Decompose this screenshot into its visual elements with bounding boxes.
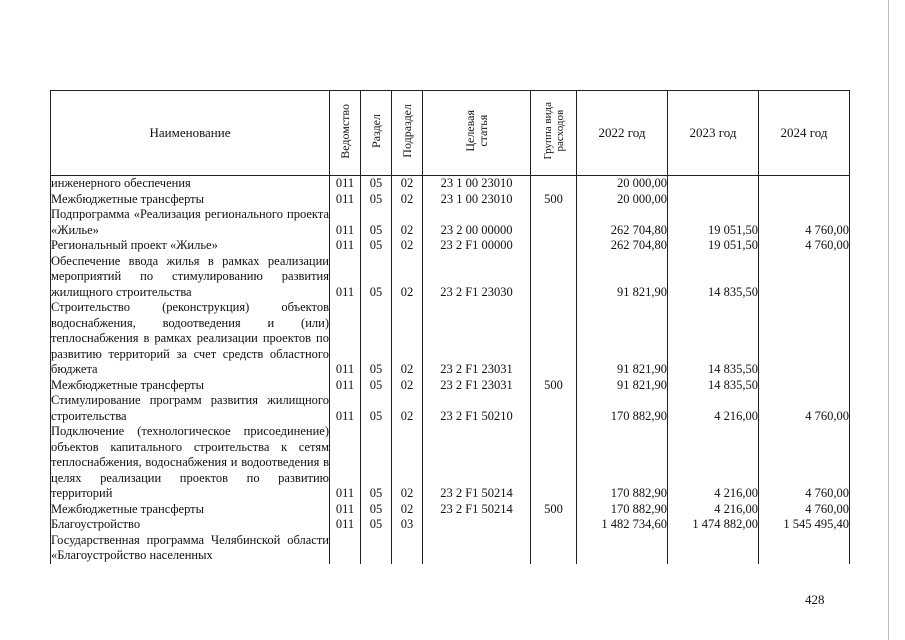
header-2022: 2022 год [577,91,668,176]
row-value-2023 [668,192,759,208]
row-value-2022: 170 882,90 [577,424,668,502]
scan-edge-line [888,0,889,640]
row-vedomstvo: 011 [330,192,361,208]
row-value-2024: 4 760,00 [759,238,850,254]
row-value-2024 [759,533,850,564]
header-vedomstvo: Ведомство [330,91,361,176]
row-target-article: 23 2 F1 23031 [423,300,531,378]
row-vedomstvo: 011 [330,254,361,301]
row-value-2023: 19 051,50 [668,238,759,254]
row-vedomstvo: 011 [330,378,361,394]
row-expense-group [531,176,577,192]
row-expense-group [531,424,577,502]
header-expense-group: Группа вида расходов [531,91,577,176]
row-podrazdel: 02 [392,238,423,254]
row-podrazdel [392,533,423,564]
row-value-2022: 170 882,90 [577,393,668,424]
page-number: 428 [805,592,825,607]
row-value-2024: 4 760,00 [759,207,850,238]
row-value-2023: 14 835,50 [668,378,759,394]
row-podrazdel: 02 [392,378,423,394]
table-row [51,300,850,378]
row-razdel: 05 [361,176,392,192]
row-name: Государственная программа Челябинской области «Благоустройство населенных [51,532,329,562]
row-value-2024 [759,192,850,208]
table-row [51,378,850,394]
row-target-article: 23 2 F1 50214 [423,502,531,518]
row-expense-group [531,254,577,301]
row-vedomstvo: 011 [330,502,361,518]
header-target-article: Целевая статья [423,91,531,176]
row-razdel: 05 [361,393,392,424]
row-razdel: 05 [361,424,392,502]
row-name: Благоустройство [51,517,330,533]
row-value-2022: 20 000,00 [577,176,668,192]
table-row [51,424,850,502]
row-value-2022: 262 704,80 [577,238,668,254]
table-row [51,207,850,238]
row-razdel: 05 [361,502,392,518]
row-target-article: 23 1 00 23010 [423,192,531,208]
row-target-article: 23 2 F1 50210 [423,393,531,424]
row-vedomstvo: 011 [330,207,361,238]
row-value-2023: 1 474 882,00 [668,517,759,533]
row-target-article [423,517,531,533]
row-name: Подключение (технологическое присоединение) объектов капитального строительства к сетям теплоснабжения, водоснабжения и водоотведения в целях реализации проектов по развитию территорий [51,424,329,500]
row-value-2024 [759,300,850,378]
row-razdel: 05 [361,192,392,208]
row-value-2024: 4 760,00 [759,502,850,518]
row-name: Подпрограмма «Реализация регионального проекта «Жилье» [51,207,329,237]
table-row [51,192,850,208]
row-razdel: 05 [361,300,392,378]
row-podrazdel: 02 [392,300,423,378]
row-name: Межбюджетные трансферты [51,378,330,394]
row-value-2022: 91 821,90 [577,254,668,301]
row-target-article: 23 2 F1 23030 [423,254,531,301]
row-expense-group: 500 [531,502,577,518]
row-expense-group: 500 [531,192,577,208]
row-razdel [361,533,392,564]
row-podrazdel: 02 [392,207,423,238]
row-vedomstvo: 011 [330,424,361,502]
row-expense-group [531,207,577,238]
row-value-2023: 14 835,50 [668,254,759,301]
table-row [51,517,850,533]
row-razdel: 05 [361,378,392,394]
row-podrazdel: 03 [392,517,423,533]
row-target-article: 23 2 F1 23031 [423,378,531,394]
table-header-row [51,91,850,176]
row-vedomstvo: 011 [330,238,361,254]
row-value-2024: 1 545 495,40 [759,517,850,533]
row-value-2022 [577,533,668,564]
row-value-2022: 91 821,90 [577,378,668,394]
header-2024: 2024 год [759,91,850,176]
table-body [51,176,850,564]
row-value-2023 [668,176,759,192]
row-expense-group [531,517,577,533]
header-name: Наименование [51,91,330,176]
row-name: Обеспечение ввода жилья в рамках реализации мероприятий по стимулированию развития жилищного строительства [51,253,329,299]
row-value-2024: 4 760,00 [759,393,850,424]
row-podrazdel: 02 [392,393,423,424]
row-podrazdel: 02 [392,192,423,208]
row-value-2023: 19 051,50 [668,207,759,238]
table-row [51,176,850,192]
row-razdel: 05 [361,207,392,238]
table-row [51,533,850,564]
row-name: Межбюджетные трансферты [51,192,330,208]
row-target-article: 23 2 F1 00000 [423,238,531,254]
row-name: Стимулирование программ развития жилищного строительства [51,393,329,423]
table-row [51,254,850,301]
row-target-article [423,533,531,564]
row-vedomstvo: 011 [330,176,361,192]
row-value-2022: 91 821,90 [577,300,668,378]
row-expense-group [531,533,577,564]
row-value-2022: 20 000,00 [577,192,668,208]
row-value-2023: 4 216,00 [668,393,759,424]
header-2023: 2023 год [668,91,759,176]
row-podrazdel: 02 [392,254,423,301]
row-target-article: 23 2 F1 50214 [423,424,531,502]
row-target-article: 23 2 00 00000 [423,207,531,238]
row-name: Региональный проект «Жилье» [51,238,330,254]
row-target-article: 23 1 00 23010 [423,176,531,192]
row-podrazdel: 02 [392,176,423,192]
row-value-2022: 1 482 734,60 [577,517,668,533]
row-razdel: 05 [361,517,392,533]
row-value-2023: 14 835,50 [668,300,759,378]
table-row [51,393,850,424]
table-row [51,238,850,254]
budget-table [50,90,850,564]
row-expense-group [531,238,577,254]
row-name: Строительство (реконструкция) объектов водоснабжения, водоотведения и (или) теплоснабжения в рамках реализации проектов по развитию территорий за счет средств областного бюджета [51,300,329,376]
row-name: Межбюджетные трансферты [51,502,330,518]
row-value-2023: 4 216,00 [668,502,759,518]
table-row [51,502,850,518]
row-vedomstvo: 011 [330,517,361,533]
row-name: инженерного обеспечения [51,176,330,192]
row-podrazdel: 02 [392,502,423,518]
row-value-2022: 170 882,90 [577,502,668,518]
row-value-2022: 262 704,80 [577,207,668,238]
row-value-2023: 4 216,00 [668,424,759,502]
row-razdel: 05 [361,238,392,254]
row-value-2024 [759,378,850,394]
row-expense-group [531,393,577,424]
row-razdel: 05 [361,254,392,301]
row-value-2024: 4 760,00 [759,424,850,502]
row-expense-group: 500 [531,378,577,394]
header-razdel: Раздел [361,91,392,176]
header-podrazdel: Подраздел [392,91,423,176]
row-value-2023 [668,533,759,564]
row-vedomstvo: 011 [330,393,361,424]
row-vedomstvo: 011 [330,300,361,378]
row-podrazdel: 02 [392,424,423,502]
row-expense-group [531,300,577,378]
row-value-2024 [759,254,850,301]
row-vedomstvo [330,533,361,564]
row-value-2024 [759,176,850,192]
